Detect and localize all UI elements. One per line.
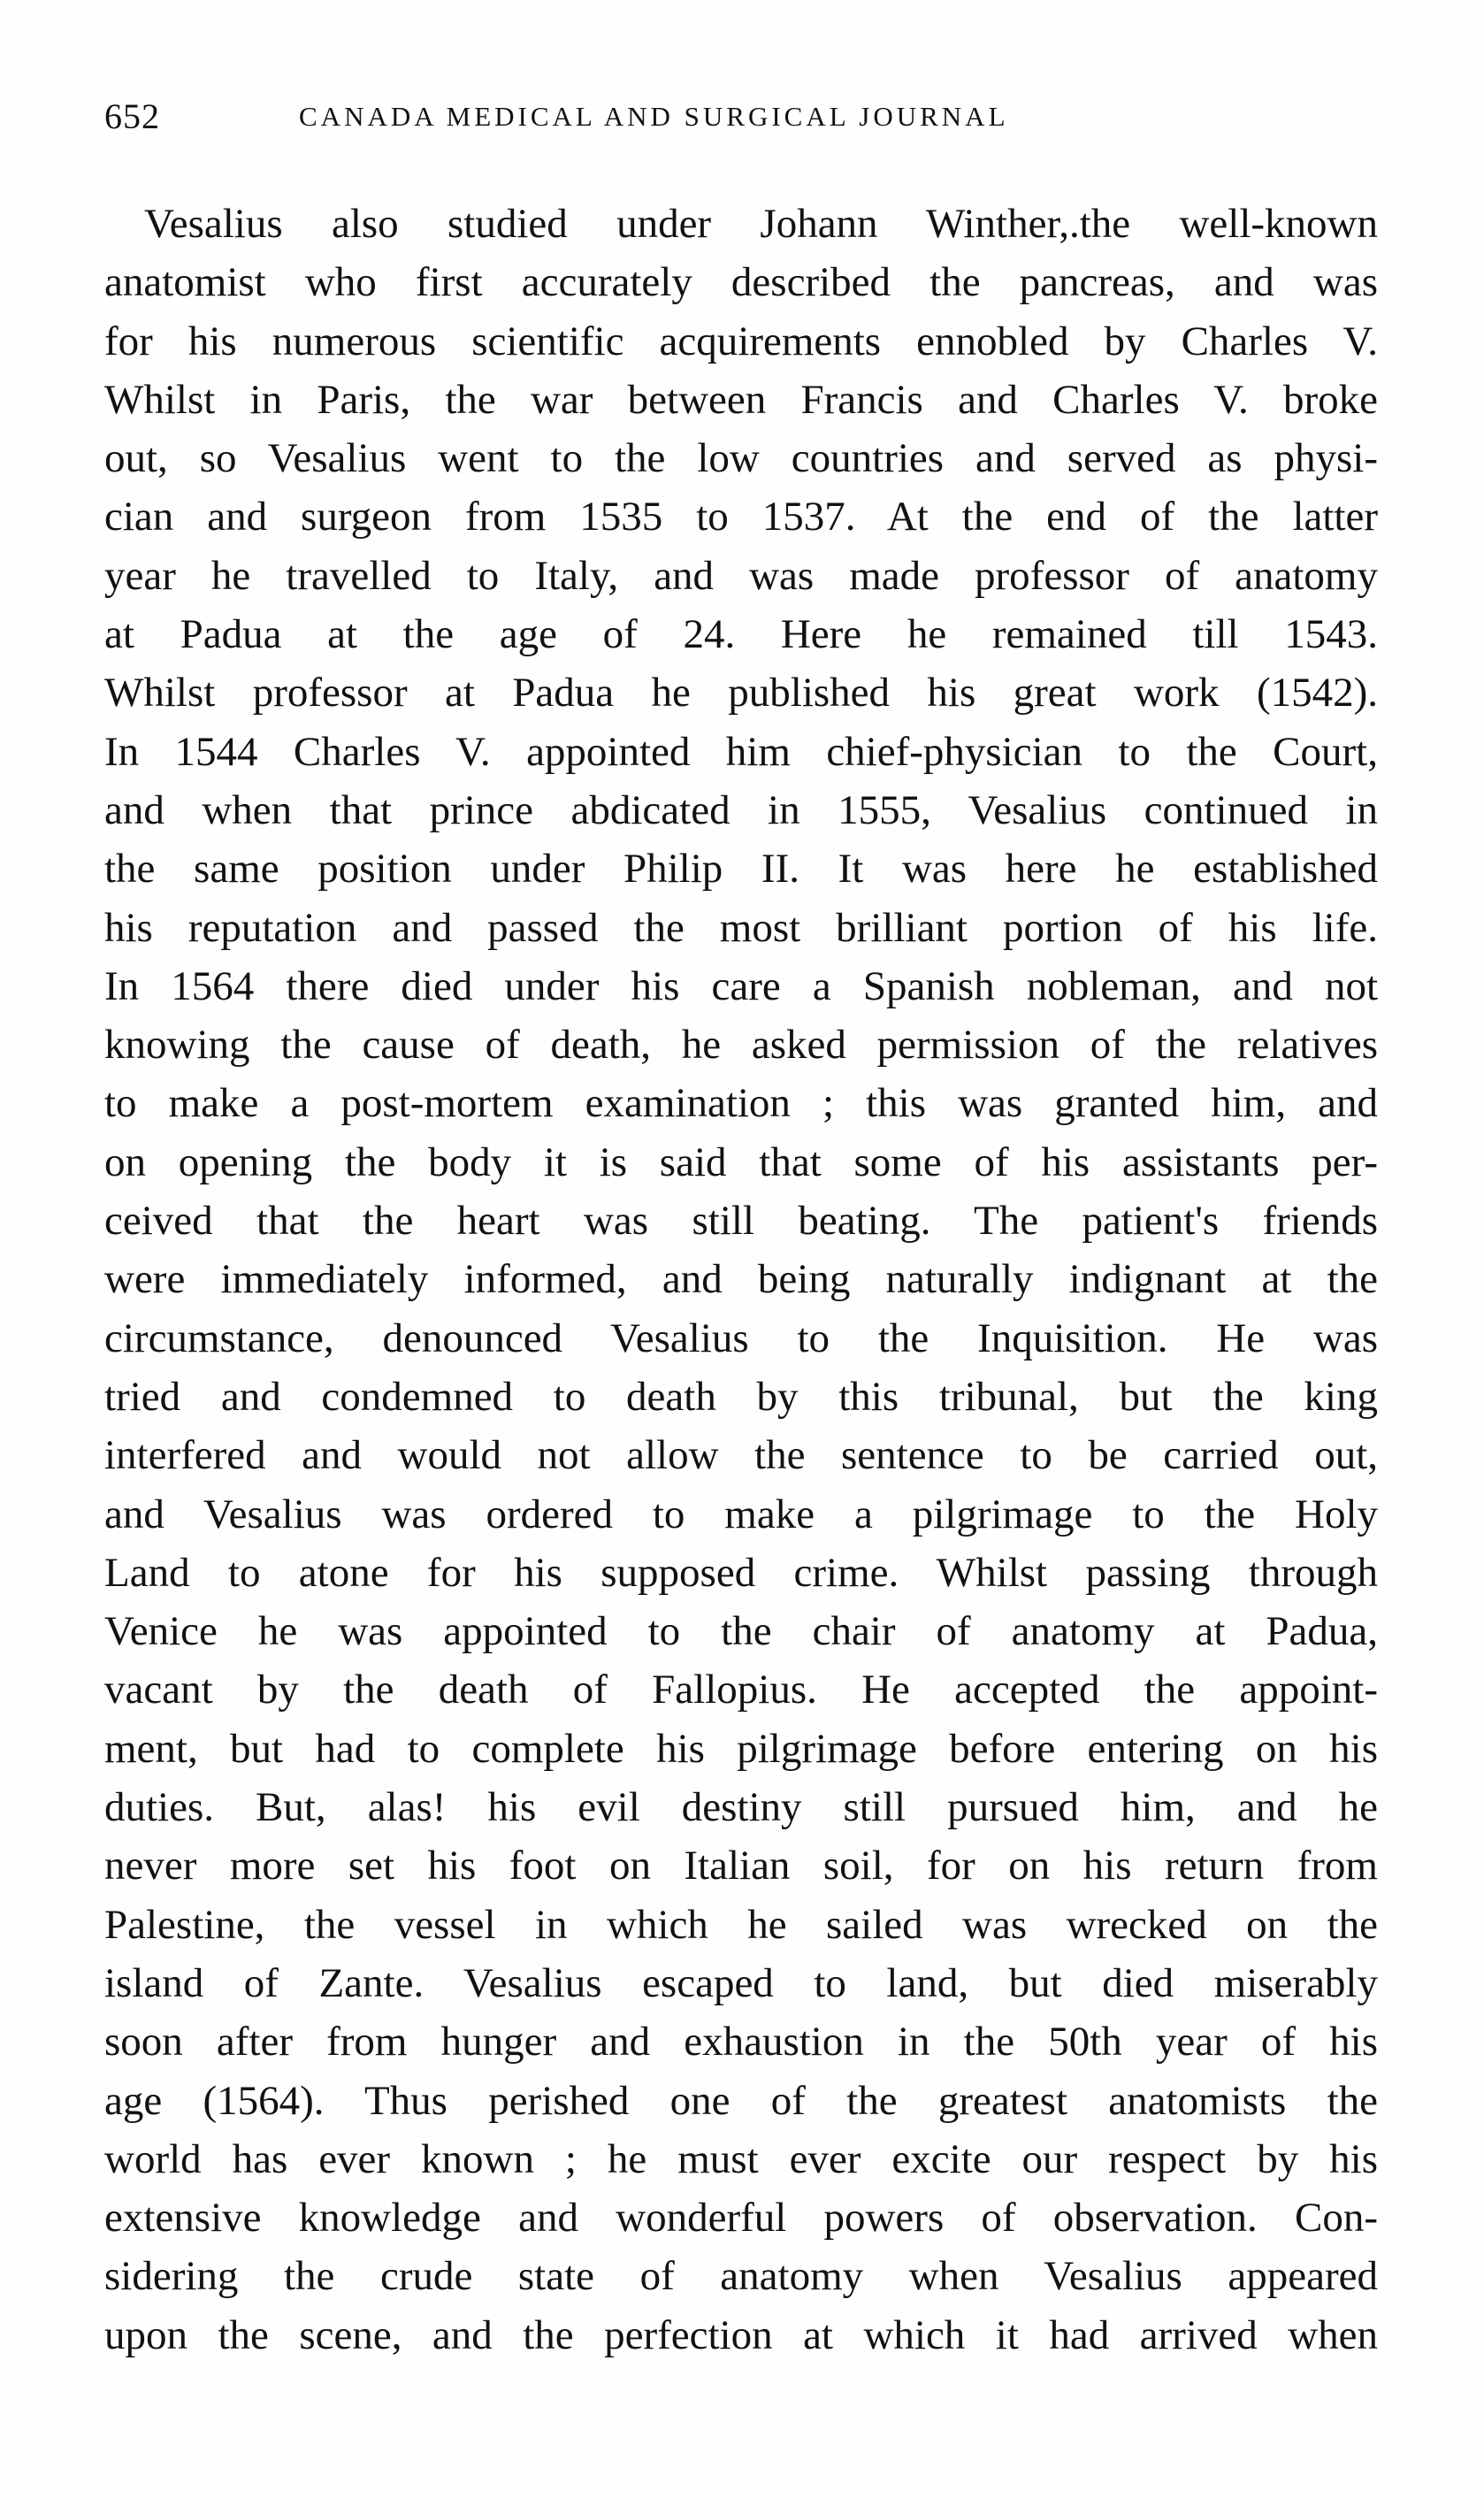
text-line: on opening the body it is said that some of his assistants per- [104, 1138, 1378, 1185]
text-line: In 1544 Charles V. appointed him chief-physician to the Court, [104, 728, 1378, 775]
text-line: never more set his foot on Italian soil, for on his return from [104, 1843, 1378, 1889]
text-line: Whilst professor at Padua he published his great work (1542). [104, 670, 1378, 717]
text-line: duties. But, alas! his evil destiny still pursued him, and he [104, 1784, 1378, 1831]
text-line: were immediately informed, and being naturally indignant at the [104, 1256, 1378, 1303]
text-line: age (1564). Thus perished one of the greatest anatomists the [104, 2077, 1378, 2124]
text-line: ceived that the heart was still beating. The patient's friends [104, 1198, 1378, 1245]
text-line: circumstance, denounced Vesalius to the Inquisition. He was [104, 1314, 1378, 1361]
text-line: interfered and would not allow the sentence to be carried out, [104, 1432, 1378, 1479]
text-line: In 1564 there died under his care a Spanish nobleman, and not [104, 962, 1378, 1009]
text-line: Palestine, the vessel in which he sailed was wrecked on the [104, 1901, 1378, 1948]
text-line: out, so Vesalius went to the low countries and served as physi- [104, 435, 1378, 482]
text-line: at Padua at the age of 24. Here he remained till 1543. [104, 611, 1378, 658]
text-line: upon the scene, and the perfection at which it had arrived when [104, 2311, 1378, 2358]
text-line: Whilst in Paris, the war between Francis and Charles V. broke [104, 376, 1378, 423]
text-line: his reputation and passed the most brilliant portion of his life. [104, 904, 1378, 951]
text-line: Land to atone for his supposed crime. Whilst passing through [104, 1549, 1378, 1596]
text-line: for his numerous scientific acquirements ennobled by Charles V. [104, 318, 1378, 364]
running-head: CANADA MEDICAL AND SURGICAL JOURNAL [299, 101, 1009, 132]
text-line: vacant by the death of Fallopius. He accepted the appoint- [104, 1667, 1378, 1713]
text-line: island of Zante. Vesalius escaped to land, but died miserably [104, 1959, 1378, 2006]
text-line: extensive knowledge and wonderful powers of observation. Con- [104, 2195, 1378, 2242]
page-number: 652 [104, 96, 160, 136]
text-line: anatomist who first accurately described the pancreas, and was [104, 259, 1378, 306]
text-line: the same position under Philip II. It was here he established [104, 846, 1378, 893]
text-line: tried and condemned to death by this tribunal, but the king [104, 1373, 1378, 1420]
page-header [104, 90, 1413, 143]
text-line: and when that prince abdicated in 1555, Vesalius continued in [104, 786, 1378, 833]
body-text [104, 195, 1378, 2365]
text-line: cian and surgeon from 1535 to 1537. At the end of the latter [104, 494, 1378, 540]
text-line: year he travelled to Italy, and was made professor of anatomy [104, 552, 1378, 599]
text-line: and Vesalius was ordered to make a pilgrimage to the Holy [104, 1491, 1378, 1537]
text-line: knowing the cause of death, he asked permission of the relatives [104, 1022, 1378, 1069]
text-line: Venice he was appointed to the chair of anatomy at Padua, [104, 1608, 1378, 1655]
text-line: sidering the crude state of anatomy when Vesalius appeared [104, 2253, 1378, 2300]
text-line: soon after from hunger and exhaustion in the 50th year of his [104, 2019, 1378, 2066]
text-line: to make a post-mortem examination ; this was granted him, and [104, 1080, 1378, 1127]
text-line: Vesalius also studied under Johann Winther,.the well-known [144, 201, 1378, 247]
text-line: world has ever known ; he must ever excite our respect by his [104, 2135, 1378, 2182]
text-line: ment, but had to complete his pilgrimage before entering on his [104, 1725, 1378, 1772]
